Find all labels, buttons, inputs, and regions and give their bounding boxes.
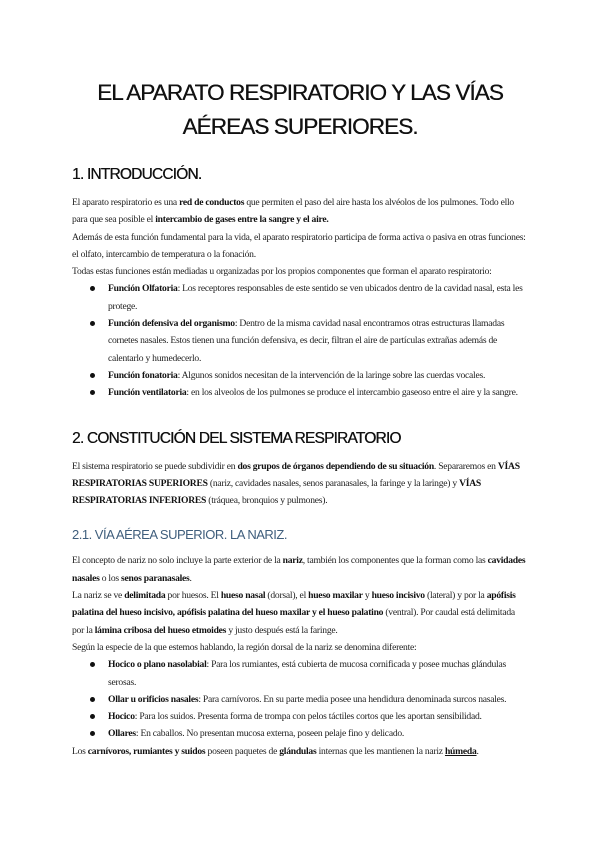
nariz-paragraph-1: El concepto de nariz no solo incluye la parte exterior de la nariz, también los componentes que la forman como las cavidades nasales o los senos paranasales.	[72, 555, 526, 584]
section-heading-constitucion: 2. CONSTITUCIÓN DEL SISTEMA RESPIRATORIO	[72, 429, 401, 447]
list-item: Función defensiva del organismo: Dentro de la misma cavidad nasal encontramos otras estructuras llamadas cornetes nasales. Estos tienen una función defensiva, es decir, filtran el aire de partículas extrañas además de calentarlo y humedecerlo.	[72, 315, 528, 367]
functions-list	[72, 280, 528, 401]
bullet-icon	[90, 662, 95, 667]
bullet-icon	[90, 321, 95, 326]
bullet-icon	[90, 731, 95, 736]
nariz-paragraph-4: Los carnívoros, rumiantes y suidos poseen paquetes de glándulas internas que les mantienen la nariz húmeda.	[72, 745, 479, 757]
bullet-icon	[90, 714, 95, 719]
list-item: Hocico: Para los suidos. Presenta forma de trompa con pelos táctiles cortos que les aportan sensibilidad.	[72, 708, 528, 725]
bullet-icon	[90, 697, 95, 702]
nariz-paragraph-3: Según la especie de la que estemos hablando, la región dorsal de la nariz se denomina diferente:	[72, 641, 417, 653]
intro-paragraph-1: El aparato respiratorio es una red de conductos que permiten el paso del aire hasta los alvéolos de los pulmones. Todo ello para que sea posible el intercambio de gases entre la sangre y el aire.	[72, 197, 514, 226]
constitucion-paragraph: El sistema respiratorio se puede subdividir en dos grupos de órganos dependiendo de su situación. Separaremos en VÍAS RESPIRATORIAS SUPERIORES (nariz, cavidades nasales, senos paranasales, la faringe y la laringe) y VÍAS RESPIRATORIAS INFERIORES (tráquea, bronquios y pulmones).	[72, 460, 520, 507]
intro-paragraph-3: Todas estas funciones están mediadas u organizadas por los propios componentes que forman el aparato respiratorio:	[72, 266, 492, 278]
bullet-icon	[90, 286, 95, 291]
list-item: Función Olfatoria: Los receptores responsables de este sentido se ven ubicados dentro de la cavidad nasal, esta les protege.	[72, 280, 528, 315]
list-item: Función fonatoria: Algunos sonidos necesitan de la intervención de la laringe sobre las cuerdas vocales.	[72, 367, 528, 384]
list-item: Ollares: En caballos. No presentan mucosa externa, poseen pelaje fino y delicado.	[72, 725, 528, 742]
nariz-paragraph-2: La nariz se ve delimitada por huesos. El hueso nasal (dorsal), el hueso maxilar y hueso incisivo (lateral) y por la apófisis palatina del hueso incisivo, apófisis palatina del hueso maxilar y el hueso palatino (ventral). Por caudal está delimitada por la lámina cribosa del hueso etmoides y justo después está la faringe.	[72, 590, 516, 636]
subsection-heading-nariz: 2.1. VÍA AÉREA SUPERIOR. LA NARIZ.	[72, 527, 287, 543]
section-heading-introduccion: 1. INTRODUCCIÓN.	[72, 166, 202, 183]
list-item: Función ventilatoria: en los alveolos de los pulmones se produce el intercambio gaseoso entre el aire y la sangre.	[72, 384, 528, 401]
bullet-icon	[90, 373, 95, 378]
species-list	[72, 656, 528, 742]
document-title: EL APARATO RESPIRATORIO Y LAS VÍAS AÉREAS SUPERIORES.	[97, 80, 503, 139]
bullet-icon	[90, 390, 95, 395]
list-item: Ollar u orificios nasales: Para carnívoros. En su parte media posee una hendidura denominada surcos nasales.	[72, 691, 528, 708]
list-item: Hocico o plano nasolabial: Para los rumiantes, está cubierta de mucosa cornificada y posee muchas glándulas serosas.	[72, 656, 528, 691]
intro-paragraph-2: Además de esta función fundamental para la vida, el aparato respiratorio participa de forma activa o pasiva en otras funciones: el olfato, intercambio de temperatura o la fonación.	[72, 231, 526, 260]
